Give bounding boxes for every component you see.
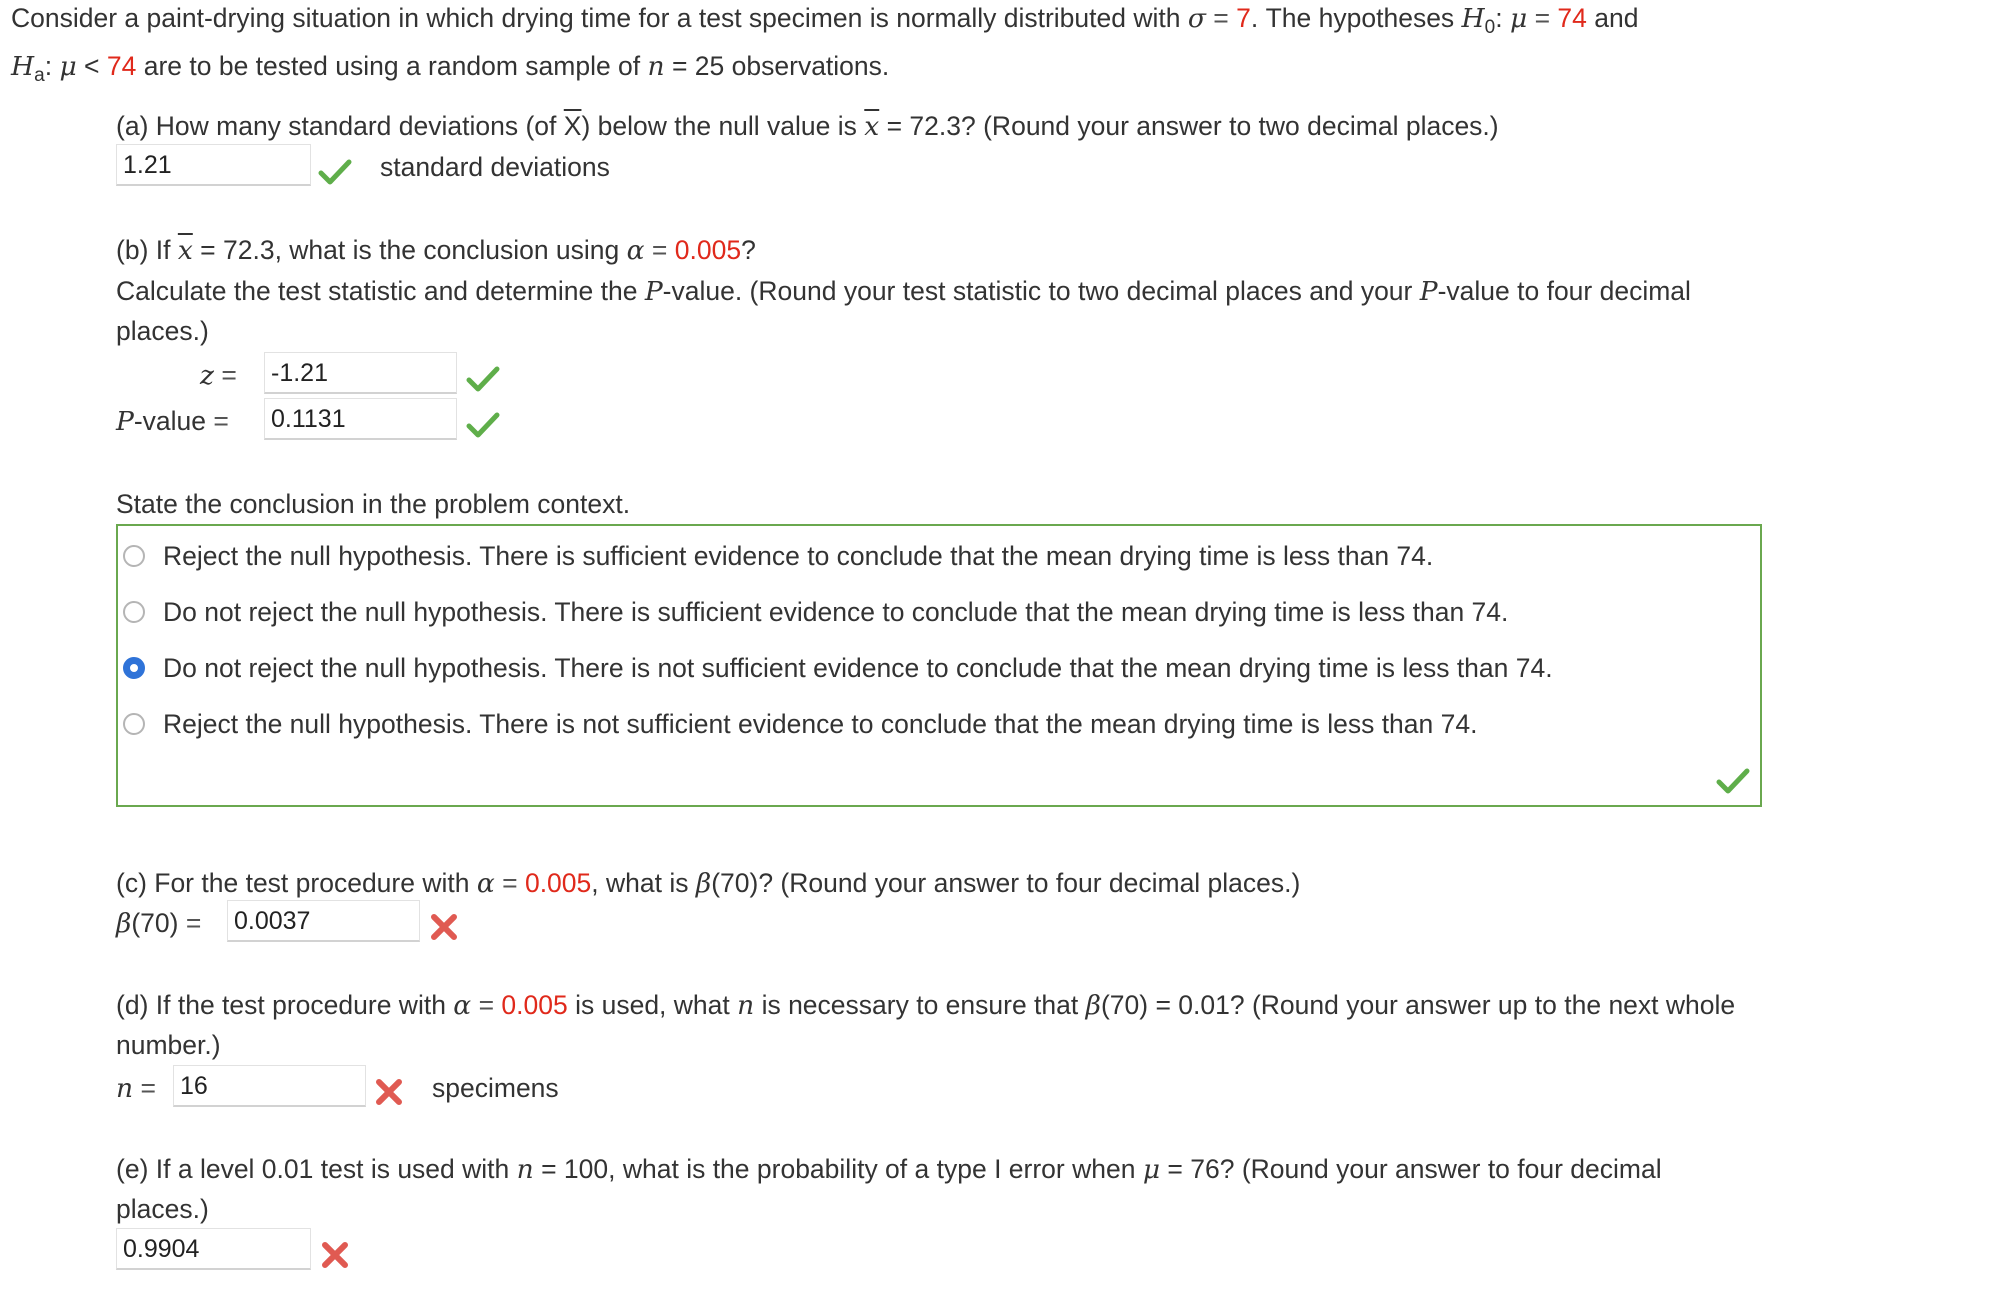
part-e-question-line1: (e) If a level 0.01 test is used with n = 100, what is the probability of a type I error when μ = 76? (Round your answer to four decimal bbox=[116, 1154, 1662, 1185]
radio-button[interactable] bbox=[123, 713, 145, 735]
z-statistic-input[interactable]: -1.21 bbox=[264, 352, 457, 394]
null-mean-value: 74 bbox=[1557, 3, 1587, 33]
sample-size-input[interactable]: 16 bbox=[173, 1065, 366, 1107]
alpha-value: 0.005 bbox=[674, 235, 742, 265]
part-c-question: (c) For the test procedure with α = 0.005, what is β(70)? (Round your answer to four decimal places.) bbox=[116, 868, 1301, 899]
p-value-input[interactable]: 0.1131 bbox=[264, 398, 457, 440]
checkmark-icon bbox=[318, 155, 352, 189]
x-mark-icon bbox=[318, 1238, 352, 1272]
checkmark-icon bbox=[1716, 764, 1750, 798]
beta-label: β(70) = bbox=[116, 908, 202, 939]
part-d-question-line1: (d) If the test procedure with α = 0.005 is used, what n is necessary to ensure that β(70) = 0.01? (Round your answer up to the next whole bbox=[116, 990, 1736, 1021]
conclusion-choices: Reject the null hypothesis. There is sufficient evidence to conclude that the mean drying time is less than 74. Do not reject the null hypothesis. There is sufficient evidence to conclude that the mean drying time is less than 74. Do not reject the null hypothesis. There is not sufficient evidence to conclude that the mean drying time is less than 74. Reject the null hypothesis. There is not sufficient evidence to conclude that the mean drying time is less than 74. bbox=[116, 524, 1762, 807]
x-mark-icon bbox=[427, 910, 461, 944]
checkmark-icon bbox=[466, 362, 500, 396]
n-label: n = bbox=[116, 1073, 156, 1104]
part-a-unit: standard deviations bbox=[380, 152, 610, 182]
part-e-question-line2: places.) bbox=[116, 1194, 209, 1224]
problem-intro-line2: $H_a$: μ < 74 are to be tested using a random sample of n = 25 observations. bbox=[11, 51, 890, 86]
alpha-value: 0.005 bbox=[524, 868, 592, 898]
part-b-instructions-line1: Calculate the test statistic and determine the P-value. (Round your test statistic to two decimal places and your P-value to four decimal bbox=[116, 276, 1691, 307]
alpha-value: 0.005 bbox=[501, 990, 568, 1020]
part-b-instructions-line2: places.) bbox=[116, 316, 209, 346]
radio-button[interactable] bbox=[123, 601, 145, 623]
part-a-answer-input[interactable]: 1.21 bbox=[116, 144, 311, 186]
part-d-unit: specimens bbox=[432, 1073, 559, 1103]
part-b-question: (b) If $\overline{x} = 72.3$, what is the conclusion using α = 0.005? bbox=[116, 235, 756, 266]
problem-intro-line1: Consider a paint-drying situation in which drying time for a test specimen is normally distributed with σ = 7. The hypotheses $H_0$: μ = 74 and bbox=[11, 3, 1639, 38]
x-mark-icon bbox=[372, 1075, 406, 1109]
part-a-question: (a) How many standard deviations (of $\overline{X}$) below the null value is $\overline{x} = 72.3$? (Round your answer to two decimal places.) bbox=[116, 111, 1499, 142]
part-e-answer-input[interactable]: 0.9904 bbox=[116, 1228, 311, 1270]
radio-button[interactable] bbox=[123, 545, 145, 567]
checkmark-icon bbox=[466, 408, 500, 442]
alt-mean-value: 74 bbox=[106, 51, 137, 81]
sigma-value: 7 bbox=[1236, 3, 1251, 33]
conclusion-prompt: State the conclusion in the problem context. bbox=[116, 489, 631, 519]
p-value-label: P-value = bbox=[116, 406, 229, 437]
radio-button-selected[interactable] bbox=[123, 657, 145, 679]
part-d-question-line2: number.) bbox=[116, 1030, 221, 1060]
beta-answer-input[interactable]: 0.0037 bbox=[227, 900, 420, 942]
z-label: z = bbox=[200, 360, 237, 391]
